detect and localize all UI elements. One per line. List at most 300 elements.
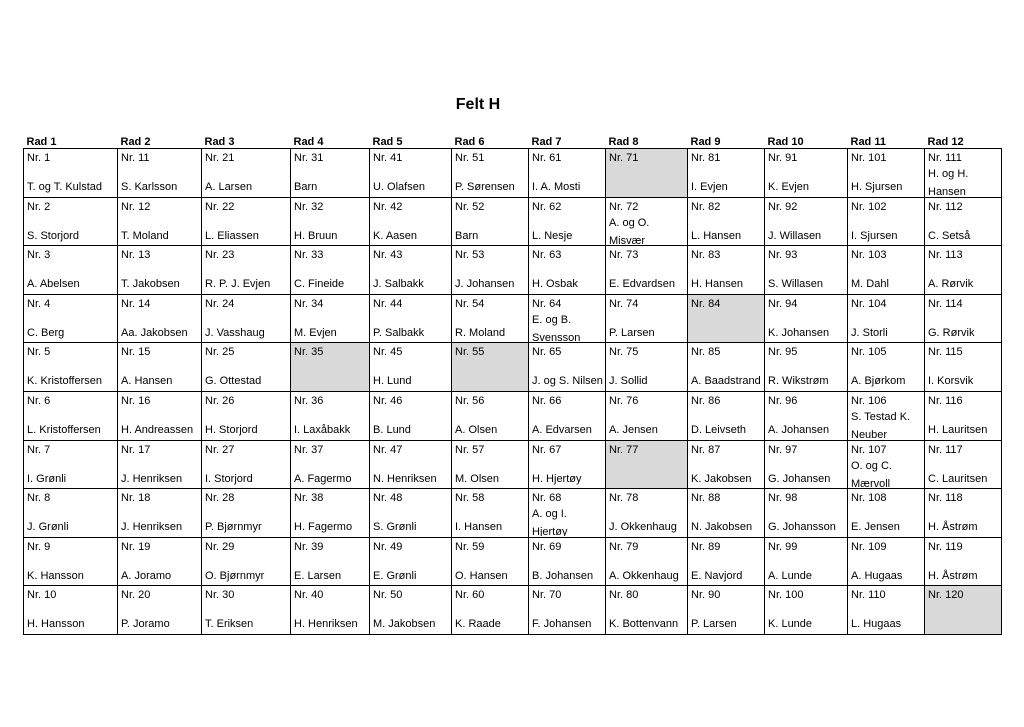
occupant-name: H. Fagermo [294, 521, 353, 534]
plot-number: Nr. 73 [609, 249, 639, 262]
plot-number: Nr. 17 [121, 443, 151, 456]
grave-cell [688, 197, 765, 246]
occupant-name: H. Henriksen [294, 618, 358, 631]
plot-number: Nr. 69 [532, 540, 562, 553]
occupant-name: I. Grønli [27, 472, 67, 485]
occupant-name: O. Hansen [455, 569, 508, 582]
grave-cell [24, 391, 118, 440]
plot-number: Nr. 34 [294, 297, 324, 310]
occupant-name: H. Lund [373, 375, 412, 388]
occupant-name: J. Okkenhaug [609, 521, 677, 534]
occupant-name: H. og H. Hansen [928, 168, 969, 196]
grid-body [24, 149, 1002, 635]
plot-number: Nr. 1 [27, 152, 51, 164]
occupant-name: H. Hjertøy [532, 472, 582, 485]
table-row [24, 197, 1002, 246]
grave-cell [765, 391, 848, 440]
occupant-name: S. Karlsson [121, 181, 178, 193]
grave-cell [118, 489, 202, 538]
grave-cell [24, 343, 118, 392]
plot-number: Nr. 81 [691, 152, 721, 164]
occupant-name: K. Raade [455, 618, 501, 631]
occupant-name: K. Kristoffersen [27, 375, 102, 388]
plot-number: Nr. 114 [928, 297, 963, 310]
grave-cell [370, 586, 452, 635]
plot-number: Nr. 41 [373, 152, 403, 164]
plot-number: Nr. 53 [455, 249, 485, 262]
plot-number: Nr. 82 [691, 200, 721, 213]
occupant-name: A. Okkenhaug [609, 569, 679, 582]
grave-cell [202, 586, 291, 635]
grave-cell [118, 197, 202, 246]
occupant-name: Aa. Jakobsen [121, 326, 188, 339]
grave-grid-table [23, 131, 1002, 635]
grave-cell [24, 489, 118, 538]
grave-cell [848, 537, 925, 586]
occupant-name: E. Jensen [851, 521, 900, 534]
grave-cell [765, 586, 848, 635]
plot-number: Nr. 47 [373, 443, 403, 456]
plot-number: Nr. 28 [205, 492, 235, 505]
plot-number: Nr. 85 [691, 346, 721, 359]
occupant-name: J. og S. Nilsen [532, 375, 603, 388]
plot-number: Nr. 118 [928, 492, 963, 505]
table-row [24, 246, 1002, 295]
grave-cell [606, 586, 688, 635]
plot-number: Nr. 113 [928, 249, 963, 262]
plot-number: Nr. 112 [928, 200, 963, 213]
occupant-name: A. og I. Hjertøy [532, 508, 568, 537]
grave-cell [24, 294, 118, 343]
grave-cell [925, 149, 1002, 198]
plot-number: Nr. 97 [768, 443, 798, 456]
plot-number: Nr. 40 [294, 589, 324, 602]
grave-cell [848, 246, 925, 295]
plot-number: Nr. 45 [373, 346, 403, 359]
plot-number: Nr. 6 [27, 394, 51, 407]
plot-number: Nr. 37 [294, 443, 324, 456]
occupant-name: A. og O. Misvær [609, 216, 650, 245]
occupant-name: E. Navjord [691, 569, 743, 582]
table-row [24, 537, 1002, 586]
plot-number: Nr. 22 [205, 200, 235, 213]
occupant-name: E. Larsen [294, 569, 342, 582]
header-row [24, 131, 1002, 149]
plot-number: Nr. 96 [768, 394, 798, 407]
grave-cell [291, 440, 370, 489]
plot-number: Nr. 49 [373, 540, 403, 553]
plot-number: Nr. 107 [851, 443, 887, 456]
occupant-name: L. Eliassen [205, 229, 259, 242]
occupant-name: G. Ottestad [205, 375, 262, 388]
plot-number: Nr. 108 [851, 492, 887, 505]
plot-number: Nr. 62 [532, 200, 562, 213]
occupant-name: A. Joramo [121, 569, 172, 582]
plot-number: Nr. 13 [121, 249, 151, 262]
grave-cell [202, 537, 291, 586]
plot-number: Nr. 38 [294, 492, 324, 505]
grave-cell-empty [606, 149, 688, 198]
occupant-name: E. Edvardsen [609, 278, 676, 291]
grave-cell [606, 391, 688, 440]
occupant-name: A. Rørvik [928, 278, 974, 291]
column-header: Rad 10 [767, 136, 804, 148]
occupant-name: T. Jakobsen [121, 278, 180, 291]
occupant-name: I. Hansen [455, 521, 503, 534]
grave-cell [606, 294, 688, 343]
grave-cell [848, 294, 925, 343]
plot-number: Nr. 91 [768, 152, 798, 164]
plot-number: Nr. 32 [294, 200, 324, 213]
grave-cell [370, 343, 452, 392]
plot-number: Nr. 88 [691, 492, 721, 505]
plot-number: Nr. 11 [121, 152, 150, 164]
column-header: Rad 4 [293, 136, 324, 148]
grave-cell [688, 149, 765, 198]
plot-number: Nr. 23 [205, 249, 235, 262]
grave-cell [529, 440, 606, 489]
occupant-name: H. Andreassen [121, 423, 194, 436]
occupant-name: A. Edvarsen [532, 423, 592, 436]
plot-number: Nr. 61 [532, 152, 562, 164]
occupant-name: A. Johansen [768, 423, 830, 436]
grave-cell [24, 149, 118, 198]
plot-number: Nr. 31 [294, 152, 324, 164]
grave-cell [24, 246, 118, 295]
plot-number: Nr. 5 [27, 346, 51, 359]
grave-cell [291, 246, 370, 295]
occupant-name: B. Johansen [532, 569, 594, 582]
occupant-name: E. Grønli [373, 569, 417, 582]
occupant-name: N. Henriksen [373, 472, 437, 485]
occupant-name: H. Storjord [205, 423, 258, 436]
plot-number: Nr. 100 [768, 589, 804, 602]
grave-cell-empty [925, 586, 1002, 635]
occupant-name: T. og T. Kulstad [27, 181, 103, 193]
occupant-name: P. Larsen [609, 326, 655, 339]
occupant-name: S. Testad K. Neuber [851, 410, 911, 439]
plot-number: Nr. 50 [373, 589, 403, 602]
grave-cell [925, 343, 1002, 392]
grave-cell [848, 489, 925, 538]
plot-number: Nr. 30 [205, 589, 235, 602]
plot-number: Nr. 42 [373, 200, 403, 213]
occupant-name: A. Baadstrand [691, 375, 761, 388]
grave-cell [118, 149, 202, 198]
grave-cell [848, 586, 925, 635]
grave-cell [688, 537, 765, 586]
occupant-name: L. Nesje [532, 229, 573, 242]
plot-number: Nr. 16 [121, 394, 151, 407]
occupant-name: O. og C. Mærvoll [851, 459, 892, 488]
plot-number: Nr. 12 [121, 200, 151, 213]
occupant-name: I. A. Mosti [532, 181, 581, 193]
grave-cell [291, 391, 370, 440]
grave-cell [452, 489, 529, 538]
plot-number: Nr. 52 [455, 200, 485, 213]
occupant-name: C. Berg [27, 326, 65, 339]
grave-cell [688, 391, 765, 440]
occupant-name: H. Åstrøm [928, 521, 978, 534]
grave-cell [118, 537, 202, 586]
occupant-name: R. Wikstrøm [768, 375, 829, 388]
grave-cell [291, 197, 370, 246]
grave-cell [202, 294, 291, 343]
plot-number: Nr. 110 [851, 589, 886, 602]
occupant-name: P. Sørensen [455, 181, 515, 193]
occupant-name: T. Eriksen [205, 618, 254, 631]
grave-cell [848, 197, 925, 246]
plot-number: Nr. 55 [455, 346, 485, 359]
occupant-name: J. Salbakk [373, 278, 424, 291]
grave-cell [452, 294, 529, 343]
grave-cell-empty [291, 343, 370, 392]
plot-number: Nr. 116 [928, 394, 963, 407]
grave-cell [529, 343, 606, 392]
grave-cell [118, 586, 202, 635]
column-header: Rad 9 [690, 136, 721, 148]
plot-number: Nr. 2 [27, 200, 51, 213]
plot-number: Nr. 119 [928, 540, 963, 553]
grave-cell [529, 586, 606, 635]
column-header: Rad 1 [26, 136, 57, 148]
occupant-name: G. Johansen [768, 472, 831, 485]
grave-cell [202, 440, 291, 489]
occupant-name: P. Larsen [691, 618, 737, 631]
table-row [24, 294, 1002, 343]
grave-cell [370, 149, 452, 198]
occupant-name: H. Åstrøm [928, 569, 978, 582]
plot-number: Nr. 25 [205, 346, 235, 359]
occupant-name: A. Abelsen [27, 278, 80, 291]
occupant-name: K. Aasen [373, 229, 418, 242]
occupant-name: K. Evjen [768, 181, 809, 193]
grave-cell [688, 586, 765, 635]
occupant-name: G. Rørvik [928, 326, 975, 339]
grave-cell [452, 246, 529, 295]
occupant-name: A. Fagermo [294, 472, 352, 485]
grave-cell [291, 149, 370, 198]
grave-cell [118, 440, 202, 489]
occupant-name: J. Henriksen [121, 472, 183, 485]
plot-number: Nr. 80 [609, 589, 639, 602]
plot-number: Nr. 4 [27, 297, 51, 310]
plot-number: Nr. 106 [851, 394, 887, 407]
occupant-name: A. Lunde [768, 569, 813, 582]
occupant-name: K. Lunde [768, 618, 813, 631]
plot-number: Nr. 27 [205, 443, 235, 456]
grave-cell [925, 440, 1002, 489]
occupant-name: M. Evjen [294, 326, 337, 339]
occupant-name: L. Hugaas [851, 618, 902, 631]
occupant-name: S. Storjord [27, 229, 79, 242]
grave-cell [370, 391, 452, 440]
plot-number: Nr. 36 [294, 394, 324, 407]
grave-cell [848, 391, 925, 440]
grave-cell [24, 440, 118, 489]
grave-cell [291, 537, 370, 586]
grave-cell [606, 197, 688, 246]
grave-cell [688, 246, 765, 295]
grave-cell [925, 391, 1002, 440]
plot-number: Nr. 21 [205, 152, 235, 164]
plot-number: Nr. 104 [851, 297, 887, 310]
occupant-name: H. Hansen [691, 278, 743, 291]
occupant-name: A. Hansen [121, 375, 173, 388]
occupant-name: J. Sollid [609, 375, 648, 388]
grave-cell [529, 149, 606, 198]
plot-number: Nr. 66 [532, 394, 562, 407]
occupant-name: G. Johansson [768, 521, 836, 534]
occupant-name: U. Olafsen [373, 181, 425, 193]
plot-number: Nr. 24 [205, 297, 235, 310]
table-row [24, 586, 1002, 635]
grave-cell [24, 537, 118, 586]
plot-number: Nr. 20 [121, 589, 151, 602]
plot-number: Nr. 70 [532, 589, 562, 602]
page-title: Felt H [455, 96, 501, 113]
occupant-name: A. Hugaas [851, 569, 903, 582]
occupant-name: C. Lauritsen [928, 472, 988, 485]
grave-cell [370, 440, 452, 489]
grave-cell [765, 489, 848, 538]
occupant-name: M. Dahl [851, 278, 889, 291]
plot-number: Nr. 26 [205, 394, 235, 407]
plot-number: Nr. 59 [455, 540, 485, 553]
occupant-name: R. Moland [455, 326, 506, 339]
occupant-name: I. Evjen [691, 181, 728, 193]
occupant-name: E. og B. Svensson [532, 313, 581, 342]
grave-cell [370, 246, 452, 295]
grave-cell [688, 440, 765, 489]
grave-cell [291, 294, 370, 343]
column-header: Rad 5 [372, 136, 403, 148]
plot-number: Nr. 60 [455, 589, 485, 602]
plot-number: Nr. 105 [851, 346, 887, 359]
plot-number: Nr. 92 [768, 200, 798, 213]
grave-cell [370, 537, 452, 586]
occupant-name: F. Johansen [532, 618, 592, 631]
occupant-name: Barn [294, 181, 318, 193]
plot-number: Nr. 68 [532, 492, 562, 505]
plot-number: Nr. 64 [532, 297, 562, 310]
occupant-name: M. Olsen [455, 472, 500, 485]
grave-cell [765, 440, 848, 489]
occupant-name: K. Johansen [768, 326, 830, 339]
occupant-name: Barn [455, 229, 479, 242]
plot-number: Nr. 75 [609, 346, 639, 359]
table-row [24, 149, 1002, 198]
plot-number: Nr. 3 [27, 249, 51, 262]
plot-number: Nr. 84 [691, 297, 721, 310]
plot-number: Nr. 19 [121, 540, 151, 553]
grave-cell [202, 391, 291, 440]
grave-cell [765, 149, 848, 198]
occupant-name: C. Fineide [294, 278, 345, 291]
grave-cell [688, 343, 765, 392]
grave-cell [452, 440, 529, 489]
plot-number: Nr. 77 [609, 443, 639, 456]
plot-number: Nr. 9 [27, 540, 51, 553]
plot-number: Nr. 99 [768, 540, 798, 553]
plot-number: Nr. 8 [27, 492, 51, 505]
grave-cell [452, 537, 529, 586]
plot-number: Nr. 101 [851, 152, 887, 164]
plot-number: Nr. 111 [928, 152, 962, 164]
grave-cell [606, 537, 688, 586]
grave-cell [118, 391, 202, 440]
grave-cell [529, 246, 606, 295]
grave-cell [452, 149, 529, 198]
occupant-name: A. Jensen [609, 423, 658, 436]
grave-cell [925, 246, 1002, 295]
plot-number: Nr. 43 [373, 249, 403, 262]
plot-number: Nr. 48 [373, 492, 403, 505]
grave-cell [24, 586, 118, 635]
grave-cell [291, 489, 370, 538]
occupant-name: A. Larsen [205, 181, 253, 193]
grave-cell [606, 489, 688, 538]
occupant-name: H. Hansson [27, 618, 85, 631]
grave-cell-empty [688, 294, 765, 343]
plot-number: Nr. 94 [768, 297, 798, 310]
grave-cell [529, 197, 606, 246]
plot-number: Nr. 74 [609, 297, 639, 310]
plot-number: Nr. 86 [691, 394, 721, 407]
plot-number: Nr. 102 [851, 200, 887, 213]
occupant-name: K. Bottenvann [609, 618, 679, 631]
plot-number: Nr. 58 [455, 492, 485, 505]
plot-number: Nr. 44 [373, 297, 403, 310]
occupant-name: C. Setså [928, 229, 971, 242]
occupant-name: P. Salbakk [373, 326, 425, 339]
plot-number: Nr. 117 [928, 443, 963, 456]
plot-number: Nr. 89 [691, 540, 721, 553]
plot-number: Nr. 65 [532, 346, 562, 359]
plot-number: Nr. 57 [455, 443, 485, 456]
grave-cell [765, 197, 848, 246]
occupant-name: I. Korsvik [928, 375, 974, 388]
table-row [24, 440, 1002, 489]
occupant-name: J. Storli [851, 326, 888, 339]
occupant-name: P. Joramo [121, 618, 170, 631]
occupant-name: J. Grønli [27, 521, 69, 534]
occupant-name: M. Jakobsen [373, 618, 436, 631]
occupant-name: B. Lund [373, 423, 411, 436]
grave-cell [452, 197, 529, 246]
grave-cell [202, 149, 291, 198]
occupant-name: D. Leivseth [691, 423, 747, 436]
occupant-name: H. Sjursen [851, 181, 903, 193]
grave-cell [848, 149, 925, 198]
grave-cell [370, 294, 452, 343]
grave-cell-empty [606, 440, 688, 489]
table-row [24, 343, 1002, 392]
column-header: Rad 8 [608, 136, 639, 148]
grave-cell [452, 391, 529, 440]
grave-cell [848, 343, 925, 392]
plot-number: Nr. 7 [27, 443, 51, 456]
grave-cell [529, 391, 606, 440]
grave-cell [24, 197, 118, 246]
occupant-name: A. Bjørkom [851, 375, 906, 388]
plot-number: Nr. 76 [609, 394, 639, 407]
grave-cell [765, 294, 848, 343]
column-header: Rad 2 [120, 136, 151, 148]
occupant-name: L. Kristoffersen [27, 423, 101, 436]
grave-cell [925, 294, 1002, 343]
grave-cell [925, 489, 1002, 538]
